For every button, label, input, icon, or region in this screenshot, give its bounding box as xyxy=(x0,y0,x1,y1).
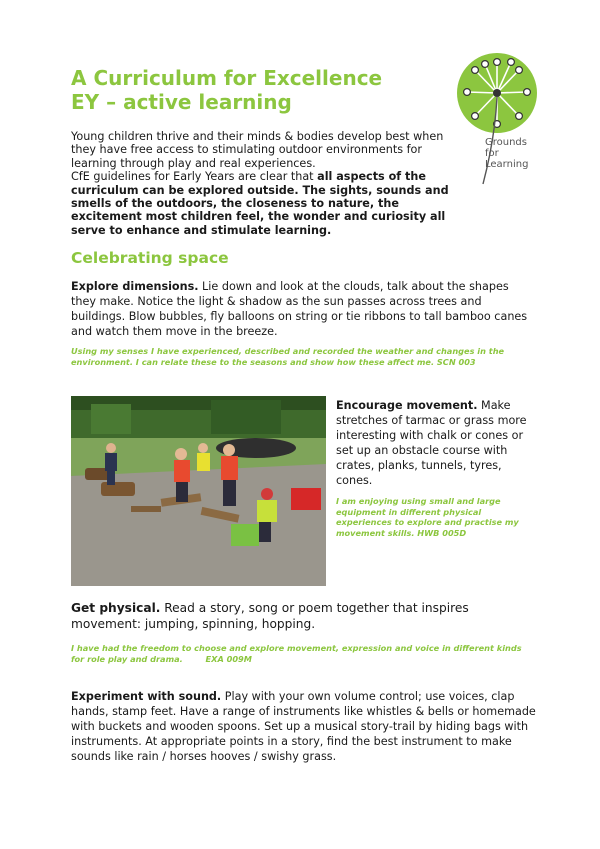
physical-body: Read a story, song or poem together that inspires movement: jumping, spinning, hopping. xyxy=(71,601,469,631)
intro-text xyxy=(71,130,451,237)
sound-paragraph xyxy=(71,689,536,764)
children-playing-photo xyxy=(71,396,326,586)
title-line-1: A Curriculum for Excellence xyxy=(71,66,383,90)
explore-body: Lie down and look at the clouds, talk about the shapes they make. Notice the light & shadow as the sun passes across trees and buildings. Blow bubbles, fly balloons on string or tie ribbons to tall bamboo canes and watch them move in the breeze. xyxy=(71,280,528,338)
explore-heading: Explore dimensions. xyxy=(71,280,199,293)
physical-quote: I have had the freedom to choose and explore movement, expression and voice in different kinds for role play and drama. EXA 009M xyxy=(71,643,525,664)
sound-body: Play with your own volume control; use voices, clap hands, stamp feet. Have a range of instruments like whistles & bells or homemade with buckets and wooden spoons. Set up a musical story-trail by hiding bags with instruments. At appropriate points in a story, find the best instrument to make sounds like rain / horses hooves / swishy grass. xyxy=(71,690,536,763)
title-line-2: EY – active learning xyxy=(71,90,292,114)
logo-line-3: Learning xyxy=(485,159,529,170)
section-heading: Celebrating space xyxy=(71,249,229,267)
movement-quote: I am enjoying using small and large equipment in different physical experiences to explore and practise my movement skills. HWB 005D xyxy=(336,496,519,538)
movement-body: Make stretches of tarmac or grass more interesting with chalk or cones or set up an obstacle course with crates, planks, tunnels, tyres, cones. xyxy=(336,399,527,487)
logo-text xyxy=(485,137,528,170)
explore-paragraph xyxy=(71,279,531,339)
intro-paragraph-2 xyxy=(71,170,451,237)
movement-paragraph xyxy=(336,398,536,488)
intro-lead: CfE guidelines for Early Years are clear that xyxy=(71,170,318,184)
intro-bold: all aspects of the curriculum can be explored outside. The sights, sounds and smells of the outdoors, the closeness to nature, the excitement most children feel, the wonder and curiosity all serve to enhance and stimulate learning. xyxy=(71,170,449,237)
physical-paragraph xyxy=(71,600,536,632)
explore-quote: Using my senses I have experienced, described and recorded the weather and changes in the environment. I can relate these to the seasons and show how these affect me. SCN 003 xyxy=(71,346,505,367)
page-title xyxy=(71,66,382,114)
physical-heading: Get physical. xyxy=(71,601,161,615)
intro-paragraph-1: Young children thrive and their minds & bodies develop best when they have free access to stimulating outdoor environments for learning through play and real experiences. xyxy=(71,130,444,170)
logo-line-1: Grounds xyxy=(485,137,527,148)
sound-heading: Experiment with sound. xyxy=(71,690,222,703)
logo-line-2: for xyxy=(485,148,499,159)
movement-heading: Encourage movement. xyxy=(336,399,478,412)
